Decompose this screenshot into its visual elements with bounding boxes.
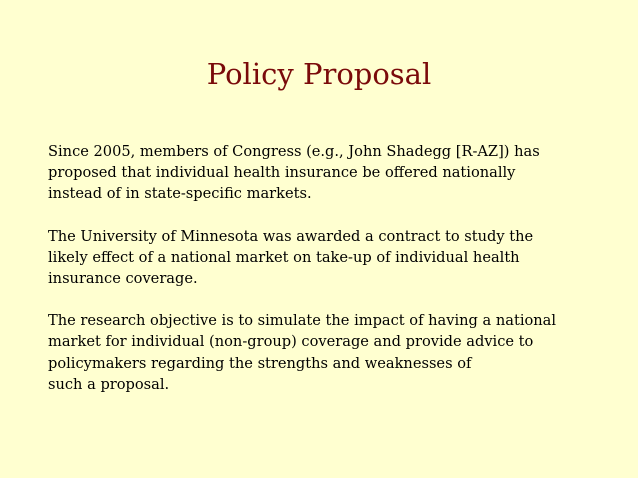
paragraph-line: proposed that individual health insurance be offered nationally <box>48 164 516 182</box>
paragraph-research-objective <box>48 310 608 395</box>
paragraph-line: The University of Minnesota was awarded a contract to study the <box>48 227 534 245</box>
slide-body <box>48 141 608 416</box>
paragraph-line: Since 2005, members of Congress (e.g., John Shadegg [R-AZ]) has <box>48 143 540 160</box>
paragraph-line: likely effect of a national market on take-up of individual health <box>48 248 520 266</box>
paragraph-line: policymakers regarding the strengths and weaknesses of <box>48 354 472 372</box>
paragraph-line: instead of in state-specific markets. <box>48 185 312 203</box>
paragraph-university-contract <box>48 226 608 290</box>
paragraph-line: market for individual (non-group) coverage and provide advice to <box>48 333 534 351</box>
paragraph-line: The research objective is to simulate the impact of having a national <box>48 312 557 330</box>
slide-title: Policy Proposal <box>206 57 432 91</box>
paragraph-congress-proposal <box>48 141 608 205</box>
paragraph-line: insurance coverage. <box>48 270 198 288</box>
paragraph-line: such a proposal. <box>48 375 170 393</box>
